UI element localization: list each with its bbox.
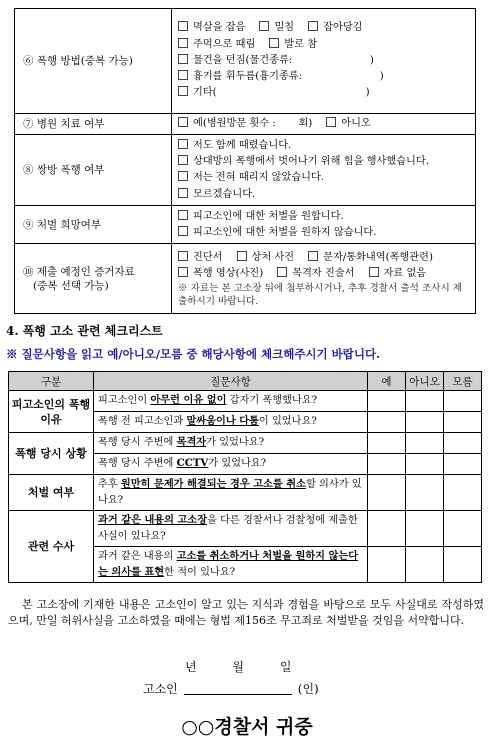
option-line [178, 20, 471, 36]
answer-yes-cell[interactable] [368, 391, 406, 412]
option-label: 피고소인에 대한 처벌을 원하지 않습니다. [193, 226, 377, 238]
option-line [178, 116, 471, 132]
question-text: 목격자 [176, 436, 207, 449]
question-text: 과거 같은 내용의 고소장 [98, 514, 208, 526]
option-label: 멱살을 잡음 [193, 22, 246, 34]
table-row [9, 511, 482, 547]
option-label: 저도 함께 때렸습니다. [193, 139, 292, 151]
option-label: 밀침 [274, 22, 295, 34]
table-row [9, 475, 482, 511]
category-cell: 처벌 여부 [9, 475, 94, 511]
option-label: 상처 사진 [251, 251, 295, 263]
checkbox[interactable] [308, 251, 318, 261]
checkbox[interactable] [277, 267, 287, 277]
checkbox[interactable] [178, 226, 188, 236]
row-options [172, 135, 476, 206]
option-label: 상대방의 폭행에서 벗어나기 위해 힘을 행사했습니다. [193, 156, 429, 167]
checkbox[interactable] [178, 155, 188, 165]
option-label: 문자/통화내역(폭행관련) [323, 251, 433, 263]
column-header: 아니오 [406, 372, 444, 391]
question-text: 이 있었나요? [258, 416, 317, 428]
question-cell [94, 454, 368, 475]
row-options [172, 206, 476, 244]
checkbox[interactable] [178, 86, 188, 96]
answer-no-cell[interactable] [406, 412, 444, 433]
evidence-note: ※ 자료는 본 고소장 뒤에 첨부하시거나, 추후 경찰서 출석 조사시 제출하시기 바랍니다. [178, 283, 463, 308]
answer-no-cell[interactable] [406, 454, 444, 475]
option-label: 물건을 던짐(물건종류: ) [193, 54, 374, 66]
question-text: 한 적이 있나요? [164, 566, 236, 578]
question-text: 피고소인이 [98, 395, 151, 407]
question-cell [94, 547, 368, 583]
question-text: 갑자기 폭행했나요? [226, 395, 318, 407]
question-cell [94, 511, 368, 547]
option-label: 폭행 영상(사진) [193, 267, 264, 279]
row-label [15, 114, 172, 135]
option-line [178, 266, 471, 282]
row-options [172, 9, 476, 114]
row-label [15, 244, 172, 314]
table-row [9, 433, 482, 454]
seal-mark: (인) [297, 682, 319, 696]
answer-yes-cell[interactable] [368, 454, 406, 475]
column-header: 질문사항 [94, 372, 368, 391]
option-label: 기타( ) [193, 87, 370, 99]
option-label: 자료 없음 [383, 267, 427, 279]
option-line [178, 53, 471, 69]
question-text: 과거 같은 내용의 [98, 551, 177, 562]
answer-unknown-cell[interactable] [444, 433, 482, 454]
option-line [178, 37, 471, 53]
option-label: 목격자 진술서 [292, 267, 355, 279]
row-label-text: ⑦ 병원 치료 여부 [23, 118, 105, 131]
answer-yes-cell[interactable] [368, 433, 406, 454]
option-label: 주먹으로 때림 [193, 38, 256, 50]
question-text: CCTV [176, 457, 209, 470]
checkbox[interactable] [326, 117, 336, 127]
answer-no-cell[interactable] [406, 433, 444, 454]
oath-statement: 본 고소장에 기재한 내용은 고소인이 알고 있는 지식과 경험을 바탕으로 모두 사실대로 작성하였으며, 만일 허위사실을 고소하였을 때에는 형법 제156조 무고죄로 처벌받을 것임을 서약합니다. [8, 598, 484, 627]
checkbox[interactable] [237, 251, 247, 261]
question-text: 폭행 당시 주변에 [98, 458, 177, 470]
checkbox[interactable] [178, 188, 188, 198]
checkbox[interactable] [369, 267, 379, 277]
question-cell [94, 475, 368, 511]
checkbox[interactable] [308, 21, 318, 31]
checkbox[interactable] [178, 171, 188, 181]
addressee: ○○경찰서 귀중 [181, 716, 313, 738]
category-cell: 폭행 당시 상황 [9, 433, 94, 475]
column-header: 모름 [444, 372, 482, 391]
answer-unknown-cell[interactable] [444, 475, 482, 511]
checkbox[interactable] [178, 117, 188, 127]
row-label-text: ⑥ 폭행 방법(중복 가능) [23, 55, 133, 67]
answer-yes-cell[interactable] [368, 511, 406, 547]
signature-line [143, 680, 319, 697]
checkbox[interactable] [178, 210, 188, 220]
option-line [178, 225, 471, 241]
answer-no-cell[interactable] [406, 391, 444, 412]
column-header: 예 [368, 372, 406, 391]
option-line [178, 154, 471, 170]
question-text: 을 다른 경찰서나 검찰청에 제출한 사실이 있나요? [98, 515, 358, 542]
option-line [178, 250, 471, 266]
option-label: 모르겠습니다. [193, 188, 256, 200]
row-label-text: ⑩ 제출 예정인 증거자료 [23, 265, 135, 278]
option-label: 흉기를 휘두름(흉기종류: ) [193, 71, 384, 83]
checkbox[interactable] [259, 21, 269, 31]
question-text: 폭행 전 피고소인과 [98, 416, 187, 428]
row-sublabel: (중복 선택 가능) [33, 279, 109, 292]
detail-row [15, 135, 476, 206]
checkbox[interactable] [178, 38, 188, 48]
answer-no-cell[interactable] [406, 475, 444, 511]
checklist-header [9, 372, 482, 391]
option-label: 잡아당김 [323, 22, 363, 34]
detail-row [15, 244, 476, 314]
detail-row [15, 114, 476, 135]
checkbox[interactable] [178, 251, 188, 261]
row-label [15, 135, 172, 206]
question-text: 추후 [98, 479, 121, 490]
option-line [178, 170, 471, 186]
category-cell: 관련 수사 [9, 511, 94, 583]
question-text: 아무런 이유 없이 [150, 394, 227, 407]
checkbox[interactable] [269, 38, 279, 48]
table-row [9, 391, 482, 412]
option-line [178, 187, 471, 203]
checklist-table [8, 371, 482, 583]
row-options [172, 244, 476, 314]
option-line [178, 209, 471, 225]
answer-no-cell[interactable] [406, 547, 444, 583]
question-text: 가 있었나요? [206, 437, 265, 449]
question-text: 말싸움이나 다툼 [186, 415, 259, 428]
option-label: 진단서 [193, 251, 223, 263]
answer-yes-cell[interactable] [368, 412, 406, 433]
option-label: 아니오 [341, 118, 371, 129]
answer-unknown-cell[interactable] [444, 511, 482, 547]
checkbox[interactable] [178, 139, 188, 149]
violence-detail-table [14, 8, 476, 314]
answer-unknown-cell[interactable] [444, 412, 482, 433]
option-line [178, 69, 471, 85]
category-cell: 피고소인의 폭행이유 [9, 391, 94, 433]
option-line [178, 138, 471, 154]
row-label [15, 9, 172, 114]
option-label: 저는 전혀 때리지 않았습니다. [193, 172, 325, 184]
question-text: 원만히 문제가 해결되는 경우 고소를 취소 [120, 478, 306, 490]
question-text: 할 의사가 있나요? [98, 479, 362, 506]
row-label-text: ⑧ 쌍방 폭행 여부 [23, 164, 105, 177]
question-text: 폭행 당시 주변에 [98, 437, 177, 449]
option-label: 예(병원방문 횟수 : 회) [193, 118, 313, 129]
option-label: 발로 참 [284, 38, 318, 50]
checkbox[interactable] [178, 70, 188, 80]
row-options [172, 114, 476, 135]
question-cell [94, 412, 368, 433]
answer-no-cell[interactable] [406, 511, 444, 547]
answer-unknown-cell[interactable] [444, 454, 482, 475]
checkbox[interactable] [178, 21, 188, 31]
answer-yes-cell[interactable] [368, 475, 406, 511]
checkbox[interactable] [178, 267, 188, 277]
signer-label: 고소인 [143, 682, 178, 696]
column-header: 구분 [9, 372, 94, 391]
answer-unknown-cell[interactable] [444, 547, 482, 583]
option-line [178, 85, 471, 101]
question-text: 고소를 취소하거나 처벌을 원하지 않는다는 의사를 표현 [98, 550, 359, 578]
section4-title: 4. 폭행 고소 관련 체크리스트 [6, 324, 163, 338]
question-cell [94, 391, 368, 412]
answer-unknown-cell[interactable] [444, 391, 482, 412]
option-label: 피고소인에 대한 처벌을 원합니다. [193, 210, 344, 222]
section4-instruction: ※ 질문사항을 읽고 예/아니오/모름 중 해당사항에 체크해주시기 바랍니다. [6, 347, 381, 361]
row-label [15, 206, 172, 244]
date-line: 년 월 일 [185, 660, 293, 674]
row-label-text: ⑨ 처벌 희망여부 [23, 218, 102, 231]
checkbox[interactable] [178, 54, 188, 64]
answer-yes-cell[interactable] [368, 547, 406, 583]
signature-field[interactable] [184, 682, 292, 695]
question-cell [94, 433, 368, 454]
question-text: 가 있었나요? [208, 458, 267, 470]
detail-row [15, 9, 476, 114]
detail-row [15, 206, 476, 244]
